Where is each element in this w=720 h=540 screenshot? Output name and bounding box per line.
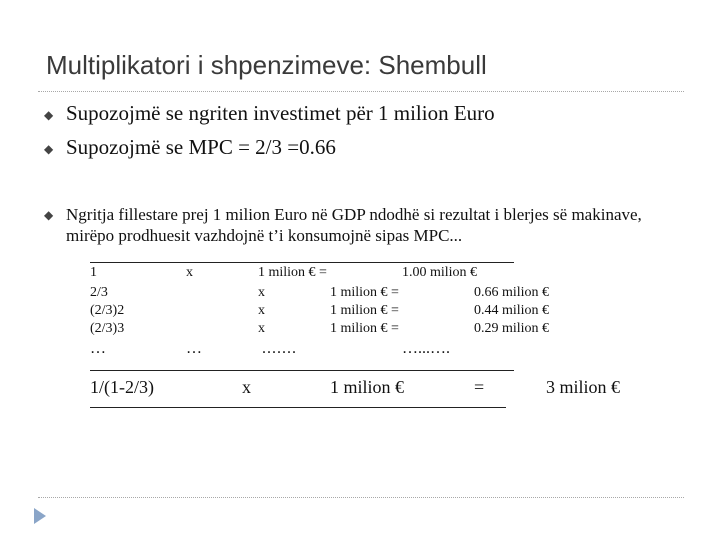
footer-separator — [38, 497, 684, 498]
total-equals: = — [474, 377, 485, 397]
total-result: 3 milion € — [546, 377, 621, 397]
row-multiplier: 1 — [90, 265, 97, 280]
row-operator: x — [258, 321, 265, 336]
slide-title: Multiplikatori i shpenzimeve: Shembull — [46, 50, 487, 80]
ellipsis-cell: … — [186, 340, 202, 357]
row-multiplier: (2/3)3 — [90, 321, 125, 336]
row-operator: x — [258, 303, 265, 318]
row-amount: 1 milion € = — [330, 321, 399, 336]
row-result: 0.29 milion € — [474, 321, 550, 336]
play-triangle-icon[interactable] — [34, 508, 46, 524]
table-mid-rule — [90, 370, 514, 371]
total-amount: 1 milion € — [330, 377, 405, 397]
total-operator: x — [242, 377, 251, 397]
diamond-bullet-icon: ◆ — [44, 108, 54, 122]
title-separator — [38, 91, 684, 92]
ellipsis-cell: …...…. — [402, 340, 450, 357]
row-amount: 1 milion € = — [258, 265, 327, 280]
bullet-investment: Supozojmë se ngriten investimet për 1 milion Euro — [66, 101, 495, 125]
row-result: 1.00 milion € — [402, 265, 478, 280]
diamond-bullet-icon: ◆ — [44, 208, 54, 222]
row-operator: x — [258, 285, 265, 300]
diamond-bullet-icon: ◆ — [44, 142, 54, 156]
table-top-rule — [90, 262, 514, 263]
total-formula: 1/(1-2/3) — [90, 377, 154, 397]
bullet-mpc: Supozojmë se MPC = 2/3 =0.66 — [66, 135, 336, 159]
row-result: 0.44 milion € — [474, 303, 550, 318]
row-amount: 1 milion € = — [330, 303, 399, 318]
ellipsis-cell: … — [90, 340, 106, 357]
row-result: 0.66 milion € — [474, 285, 550, 300]
row-operator: x — [186, 265, 193, 280]
table-bottom-rule — [90, 407, 506, 408]
ellipsis-cell: ....... — [262, 340, 297, 357]
row-multiplier: 2/3 — [90, 285, 108, 300]
bullet-explanation: Ngritja fillestare prej 1 milion Euro në GDP ndodhë si rezultat i blerjes së makinave, mirëpo prodhuesit vazhdojnë t’i konsumojnë sipas MPC... — [66, 205, 642, 245]
row-multiplier: (2/3)2 — [90, 303, 125, 318]
row-amount: 1 milion € = — [330, 285, 399, 300]
